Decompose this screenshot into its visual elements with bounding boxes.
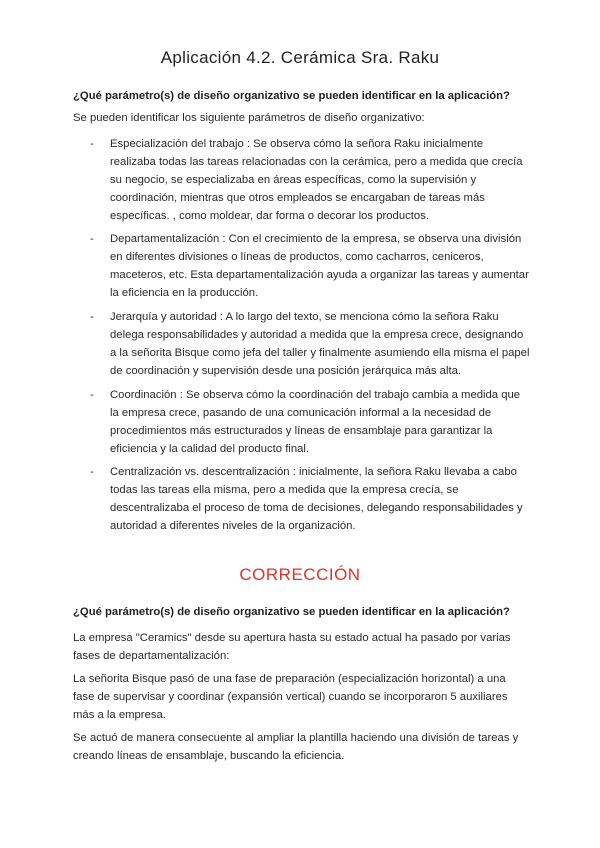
bullet-dash-5: - — [90, 466, 94, 478]
list-item-departamentalizacion: Departamentalización : Con el crecimiento de la empresa, se observa una división en diferentes divisiones o líneas de productos, como cacharros, ceniceros, maceteros, etc. Esta departamentalización ayuda a organizar las tareas y aumentar la eficiencia en la producción. — [110, 233, 529, 299]
bullet-dash-2: - — [90, 233, 94, 245]
page-title: Aplicación 4.2. Cerámica Sra. Raku — [160, 48, 440, 67]
correction-paragraph-3: Se actuó de manera consecuente al ampliar la plantilla haciendo una división de tareas y creando líneas de ensamblaje, buscando la eficiencia. — [73, 732, 519, 762]
correction-paragraph-2: La señorita Bisque pasó de una fase de preparación (especialización horizontal) a una fase de supervisar y coordinar (expansión vertical) cuando se incorporaron 5 auxiliares más a la empresa. — [73, 673, 508, 721]
list-item-coordinacion: Coordinación : Se observa cómo la coordinación del trabajo cambia a medida que la empresa crece, pasando de una comunicación informal a la necesidad de procedimientos más estructurados y líneas de ensamblaje para garantizar la eficiencia y la calidad del producto final. — [110, 389, 521, 455]
list-item-especializacion: Especialización del trabajo : Se observa cómo la señora Raku inicialmente realizaba todas las tareas relacionadas con la cerámica, pero a medida que crecía su negocio, se especializaba en áreas específicas, como la supervisión y coordinación, mientras que otros empleados se encargaban de tareas más específicas. , como moldear, dar forma o decorar los productos. — [110, 138, 523, 222]
bullet-dash-1: - — [90, 138, 94, 150]
correction-heading: CORRECCIÓN — [239, 565, 361, 584]
correction-question: ¿Qué parámetro(s) de diseño organizativo se pueden identificar en la aplicación? — [73, 606, 510, 618]
section1-intro: Se pueden identificar los siguiente parámetros de diseño organizativo: — [73, 112, 425, 124]
section1-question: ¿Qué parámetro(s) de diseño organizativo se pueden identificar en la aplicación? — [73, 90, 510, 102]
bullet-dash-4: - — [90, 389, 94, 401]
correction-paragraph-1: La empresa "Ceramics" desde su apertura hasta su estado actual ha pasado por varias fases de departamentalización: — [73, 632, 511, 662]
list-item-jerarquia: Jerarquía y autoridad : A lo largo del texto, se menciona cómo la señora Raku delega responsabilidades y autoridad a medida que la empresa crece, designando a la señorita Bisque como jefa del taller y finalmente asumiendo ella misma el papel de coordinación y supervisión desde una posición jerárquica más alta. — [110, 311, 530, 377]
list-item-centralizacion: Centralización vs. descentralización : inicialmente, la señora Raku llevaba a cabo todas las tareas ella misma, pero a medida que la empresa crecía, se descentralizaba el proceso de toma de decisiones, delegando responsabilidades y autoridad a diferentes niveles de la organización. — [110, 466, 523, 532]
bullet-dash-3: - — [90, 311, 94, 323]
